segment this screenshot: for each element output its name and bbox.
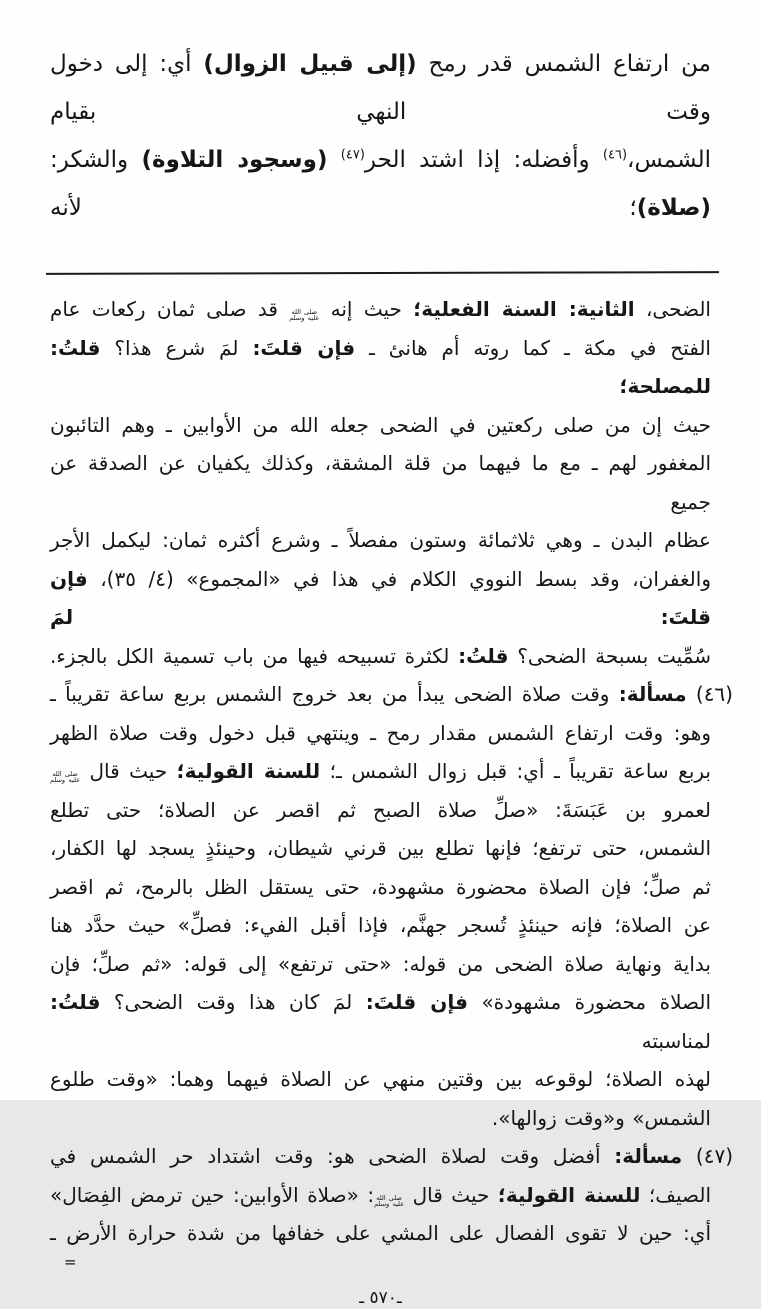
text-segment: وهو: وقت ارتفاع الشمس مقدار رمح ـ وينتهي قبل دخول وقت صلاة الظهر [50, 720, 711, 745]
text-segment: قد صلى ثمان ركعات عام [50, 297, 290, 321]
saw-seal-icon: صلى الله عليه وسلم [374, 1193, 405, 1208]
text-segment: أفضل وقت لصلاة الضحى هو: وقت اشتداد حر الشمس في [50, 1144, 615, 1168]
text-segment: وأفضله: إذا اشتد الحر [364, 147, 603, 173]
text-segment: أي: حين لا تقوى الفصال على المشي على خفافها من شدة حرارة الأرض ـ [50, 1221, 711, 1245]
text-segment: للسنة القولية؛ [176, 759, 321, 783]
footnote-line [50, 868, 711, 907]
footnote-line [50, 1176, 711, 1215]
text-segment: (وسجود التلاوة) [141, 147, 328, 173]
saw-seal-icon: صلى الله عليه وسلم [289, 308, 320, 322]
text-segment: والشكر: [50, 147, 142, 173]
footnote-line [50, 1099, 711, 1138]
text-segment: لعمرو بن عَبَسَةَ: «صلِّ صلاة الصبح ثم اقصر عن الصلاة؛ حتى تطلع [50, 797, 711, 822]
footnote-line [50, 983, 711, 1060]
text-segment: (٤٧) [682, 1144, 733, 1168]
text-segment: بربع ساعة تقريباً ـ أي: قبل زوال الشمس ـ؛ [320, 759, 711, 783]
footnote-line [50, 1060, 711, 1099]
footnote-line [50, 829, 711, 868]
body-text-line [50, 40, 711, 136]
text-segment: ؛ لأنه [50, 195, 637, 221]
footnote-line [50, 444, 711, 521]
text-segment: الفتح في مكة ـ كما روته أم هانئ ـ [355, 335, 711, 360]
text-segment: مسألة: [618, 682, 687, 706]
text-segment: الصيف؛ [640, 1182, 712, 1207]
text-segment: لهذه الصلاة؛ لوقوعه بين وقتين منهي عن الصلاة فيهما وهما: «وقت طلوع [50, 1067, 711, 1091]
footnote-line [50, 406, 711, 445]
footnote-line [50, 1137, 733, 1176]
text-segment: (إلى قبيل الزوال) [203, 51, 417, 77]
footnote-line [50, 1214, 711, 1253]
text-segment: لكثرة تسبيحه فيها من باب تسمية الكل بالجزء. [50, 643, 459, 668]
footnote-block [50, 290, 733, 1253]
footnote-line [50, 945, 711, 984]
text-segment: حيث قال [404, 1182, 498, 1207]
text-segment: حيث إنه [319, 297, 414, 321]
text-segment: حيث قال [80, 759, 177, 783]
text-segment: قلتُ: [50, 990, 101, 1014]
saw-seal-icon: صلى الله عليه وسلم [50, 770, 80, 784]
footnote-separator [46, 271, 719, 275]
footnote-line [50, 329, 711, 406]
text-segment: قلتُ: [458, 643, 509, 668]
text-segment: لمناسبته [641, 1028, 711, 1053]
main-text-block [50, 40, 711, 232]
footnote-line [50, 714, 711, 753]
text-segment: والغفران، وقد بسط النووي الكلام في هذا في «المجموع» (٤/ ٣٥)، [87, 566, 711, 591]
footnote-line [50, 290, 711, 329]
text-segment: الشمس» و«وقت زوالها». [491, 1105, 711, 1130]
text-segment: سُمِّيت بسبحة الضحى؟ [508, 643, 711, 668]
footnote-line [50, 560, 711, 637]
text-segment: الصلاة محضورة مشهودة» [467, 990, 711, 1014]
text-segment: لمَ شرع هذا؟ [100, 335, 253, 360]
footnote-line [50, 791, 711, 830]
text-segment: فإن قلتَ: [365, 990, 468, 1014]
text-segment: الشمس، [627, 147, 712, 173]
footnote-continuation-mark: = [64, 1252, 76, 1271]
footnote-line [50, 675, 733, 714]
text-segment: الشمس، حتى ترتفع؛ فإنها تطلع بين قرني شيطان، وحينئذٍ يسجد لها الكفار، [50, 836, 711, 860]
text-segment: المغفور لهم ـ مع ما فيهما من قلة المشقة، وكذلك يكفيان عن الصدقة عن جميع [50, 451, 711, 514]
text-segment: للسنة القولية؛ [497, 1182, 641, 1207]
footnote-line [50, 521, 711, 560]
text-segment: : «صلاة الأوابين: حين ترمض الفِصَال» [50, 1182, 375, 1207]
text-segment: (صلاة) [636, 195, 711, 221]
footnote-ref: (٤٧) [340, 147, 365, 163]
text-segment: (٤٦) [686, 682, 733, 706]
text-segment: من ارتفاع الشمس قدر رمح [416, 51, 711, 77]
text-segment: وقت صلاة الضحى يبدأ من بعد خروج الشمس بربع ساعة تقريباً ـ [50, 682, 619, 706]
text-segment: حيث إن من صلى ركعتين في الضحى جعله الله من الأوابين ـ وهم التائبون [50, 412, 711, 437]
page-number: ـ٥٧٠ ـ [359, 1287, 402, 1308]
text-segment: الضحى، [634, 297, 711, 321]
body-text-line [50, 136, 711, 232]
text-segment: بداية ونهاية صلاة الضحى من قوله: «حتى ترتفع» إلى قوله: «ثم صلِّ؛ فإن [50, 951, 711, 976]
text-segment: فإن قلتَ: [252, 335, 356, 360]
text-segment: مسألة: [614, 1144, 683, 1168]
text-segment [327, 147, 340, 173]
text-segment: عظام البدن ـ وهي ثلاثمائة وستون مفصلاً ـ وشرع أكثره ثمان: ليكمل الأجر [50, 528, 711, 552]
text-segment: أي: إلى دخول وقت النهي بقيام [50, 51, 711, 125]
text-segment: عن الصلاة؛ فإنه حينئذٍ تُسجر جهنَّم، فإذا أقبل الفيء: فصلِّ» حيث حدَّد هنا [50, 913, 711, 937]
text-segment: لمَ كان هذا وقت الضحى؟ [100, 990, 366, 1014]
text-segment: فإن قلتَ: لمَ [50, 566, 711, 629]
text-segment: قلتُ: للمصلحة؛ [50, 335, 711, 398]
text-segment: ثم صلِّ؛ فإن الصلاة محضورة مشهودة، حتى يستقل الظل بالرمح، ثم اقصر [50, 874, 711, 899]
footnote-line [50, 906, 711, 945]
footnote-ref: (٤٦) [602, 147, 628, 163]
footnote-line [50, 752, 711, 791]
text-segment: الثانية: السنة الفعلية؛ [413, 297, 635, 321]
footnote-line [50, 637, 711, 676]
